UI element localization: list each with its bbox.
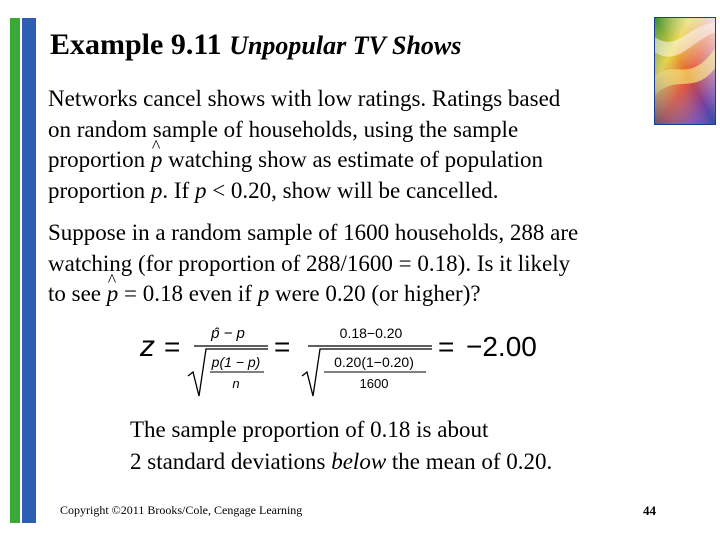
note-line-1: The sample proportion of 0.18 is about xyxy=(130,417,489,442)
p-symbol: p xyxy=(194,177,207,203)
formula-numerator-2: 0.18−0.20 xyxy=(339,325,403,341)
formula-numerator-1: p̂ − p xyxy=(211,325,245,342)
p-hat-symbol: ^ p xyxy=(107,279,119,310)
question-line-3: to see ^ p = 0.18 even if p were 0.20 (or higher)? xyxy=(48,279,578,310)
formula-equals-2: = xyxy=(274,331,291,362)
paragraph-question xyxy=(48,218,578,310)
emphasis-below: below xyxy=(331,449,387,474)
formula-n: n xyxy=(232,376,240,391)
p-hat-symbol: ^ p xyxy=(151,145,163,176)
question-line-1: Suppose in a random sample of 1600 households, 288 are xyxy=(48,220,579,245)
formula-denominator-2: 0.20(1−0.20) xyxy=(334,354,414,370)
blue-accent-bar xyxy=(22,18,36,523)
question-line-2: watching (for proportion of 288/1600 = 0.18). Is it likely xyxy=(48,250,571,276)
paragraph-intro xyxy=(48,84,560,206)
formula-denominator-1: p(1 − p) xyxy=(211,354,261,370)
formula-equals-3: = xyxy=(438,331,455,362)
intro-line-1: Networks cancel shows with low ratings. Ratings based xyxy=(48,86,561,111)
formula-sample-size: 1600 xyxy=(359,376,389,391)
copyright-text: Copyright ©2011 Brooks/Cole, Cengage Learning xyxy=(60,503,303,517)
title-subtitle: Unpopular TV Shows xyxy=(229,31,462,60)
formula-z: z xyxy=(140,330,155,363)
formula-result: −2.00 xyxy=(466,331,537,362)
intro-line-4: proportion p. If p < 0.20, show will be cancelled. xyxy=(48,177,499,203)
formula-equals-1: = xyxy=(164,331,181,362)
z-score-formula xyxy=(136,322,556,400)
intro-line-3: proportion ^ p watching show as estimate of population xyxy=(48,145,560,176)
publisher-logo-image xyxy=(654,17,716,125)
note-line-2: 2 standard deviations below the mean of 0.20. xyxy=(130,449,553,474)
p-symbol: p xyxy=(150,177,163,203)
title-main: Example 9.11 xyxy=(50,28,222,61)
slide-title xyxy=(50,28,461,62)
page-number: 44 xyxy=(643,503,656,518)
intro-line-2: on random sample of households, using the sample xyxy=(48,116,519,142)
p-symbol: p xyxy=(257,281,270,306)
green-accent-bar xyxy=(10,18,20,523)
conclusion-note xyxy=(130,414,552,478)
